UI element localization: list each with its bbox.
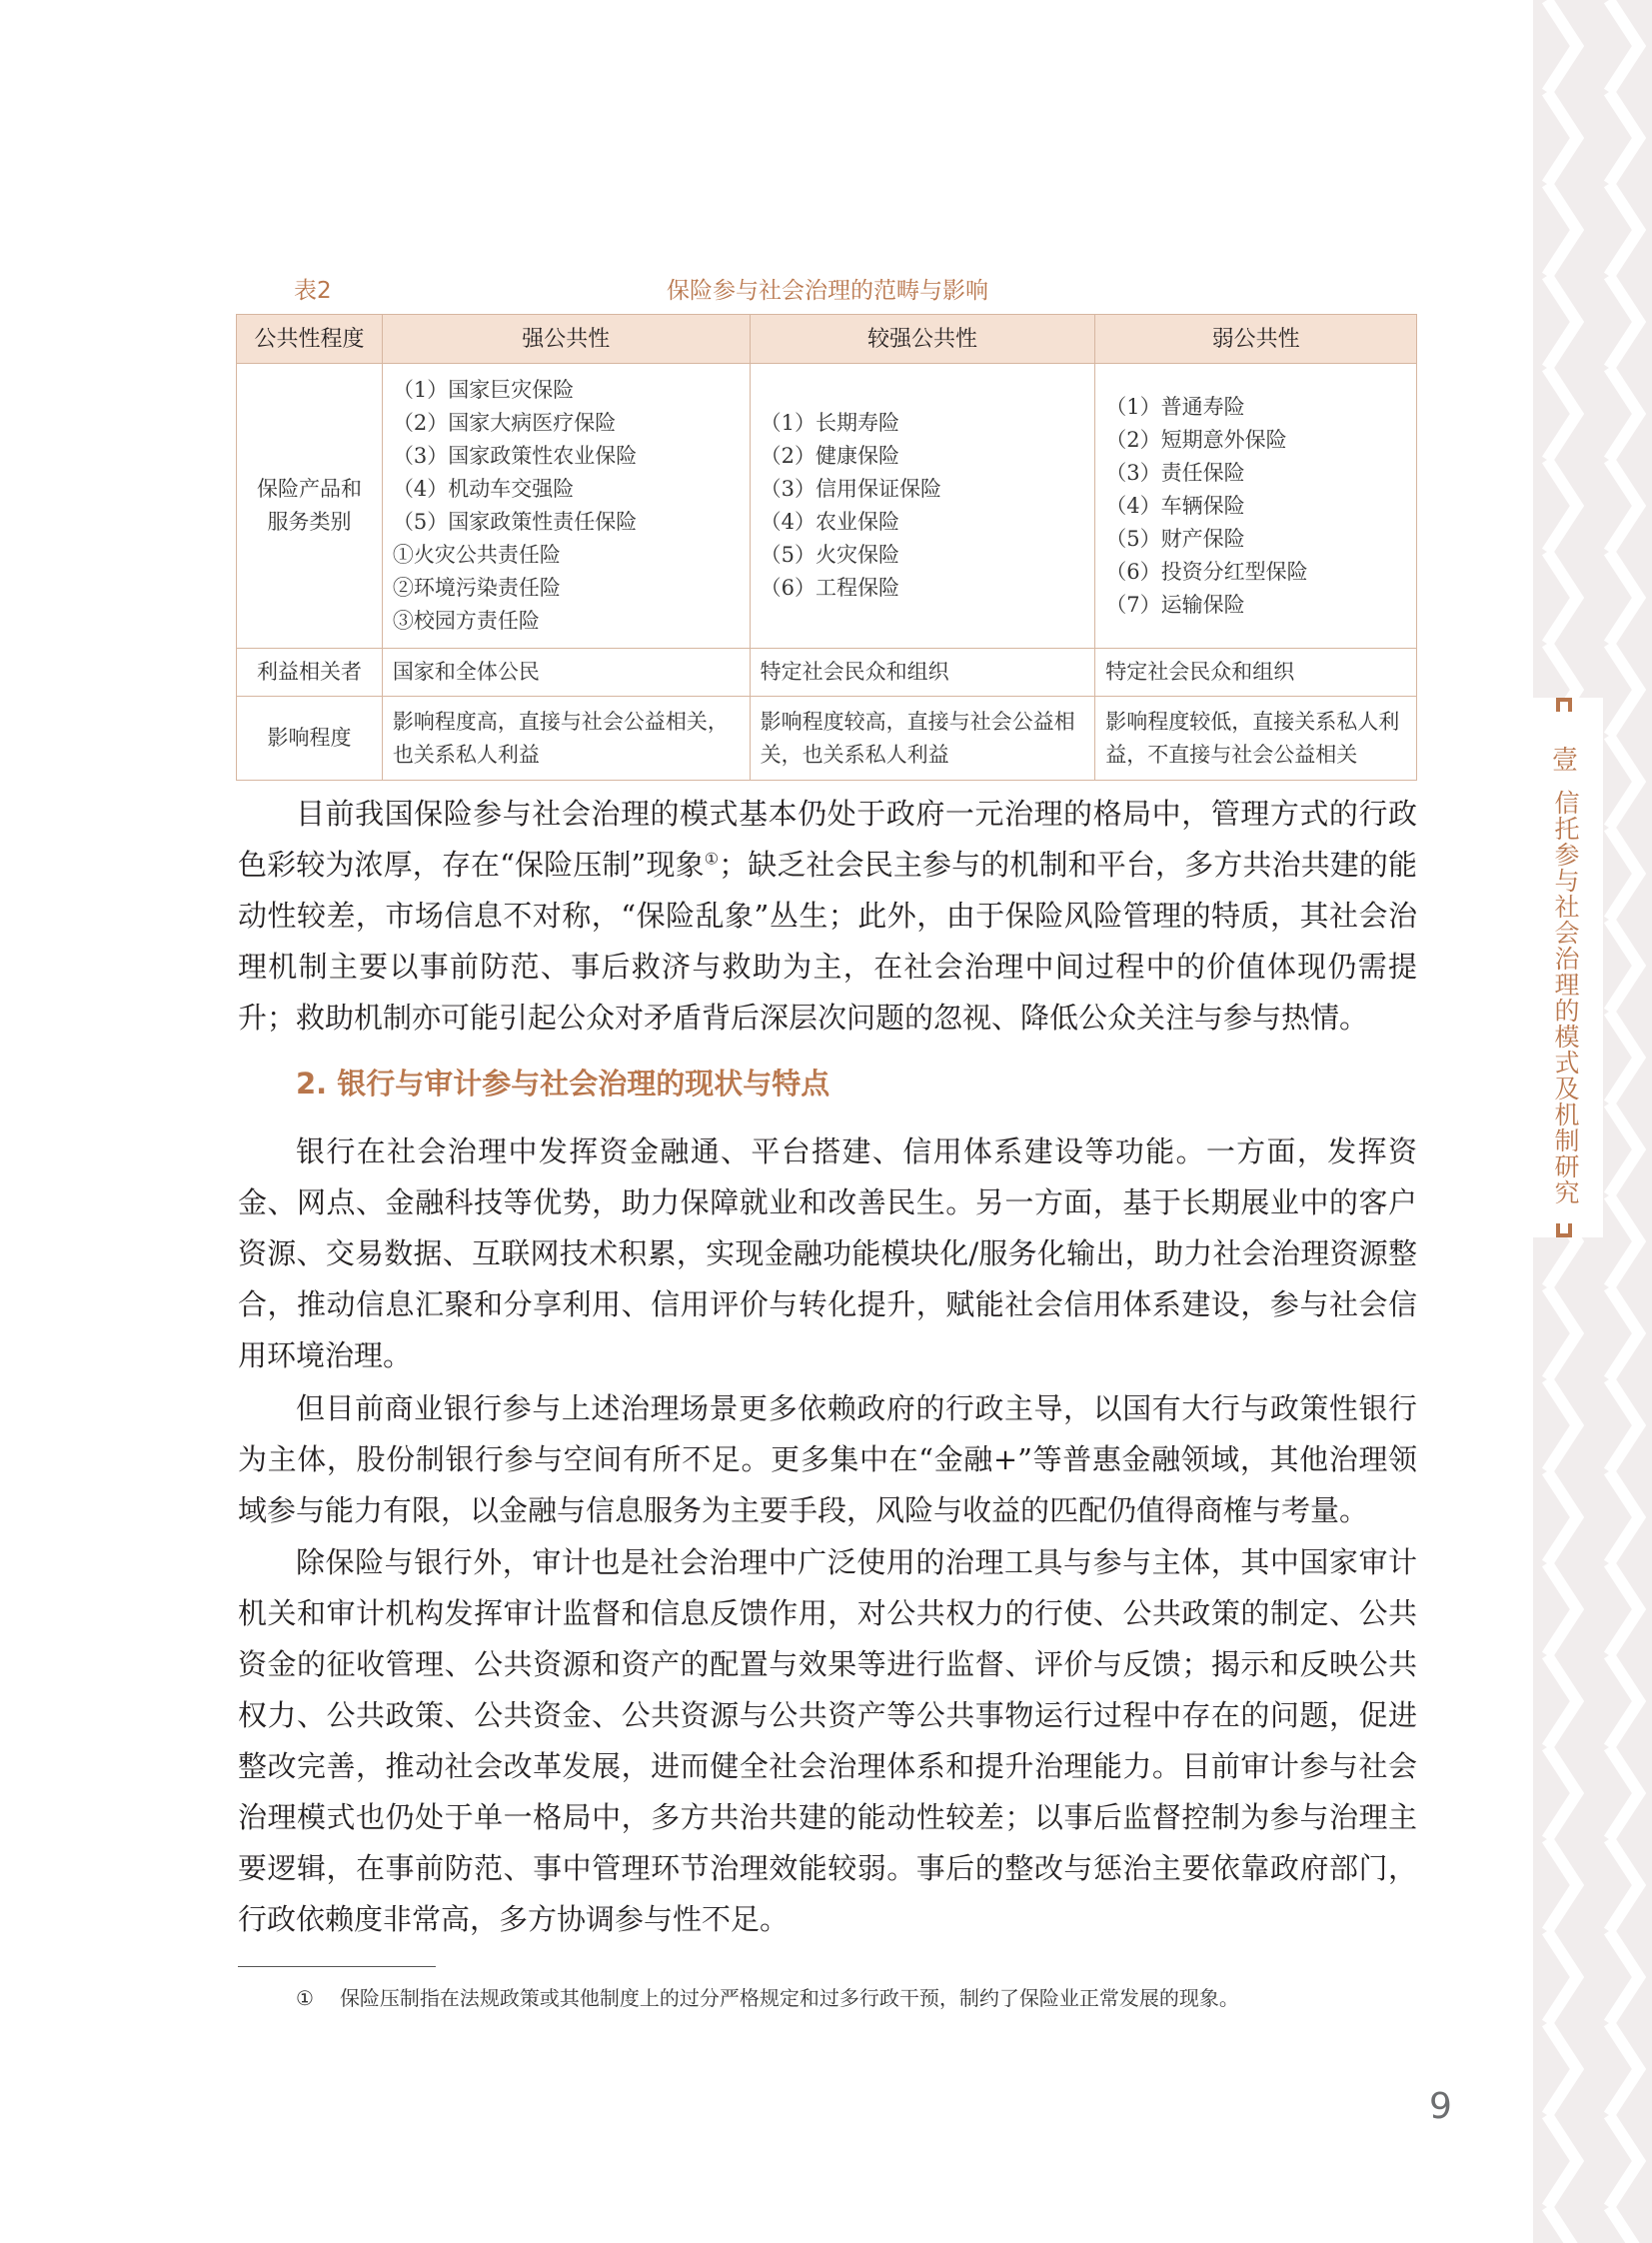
table-row-impact xyxy=(237,697,1417,781)
medium-stakeholders-cell: 特定社会民众和组织 xyxy=(750,649,1095,697)
table-title: 保险参与社会治理的范畴与影响 xyxy=(667,278,988,304)
strong-products-cell xyxy=(382,364,750,649)
list-item: （1）国家巨灾保险 xyxy=(392,378,575,402)
list-item: （4）车辆保险 xyxy=(1105,493,1245,518)
chapter-side-tab xyxy=(1533,698,1603,1237)
table-header-row xyxy=(237,315,1417,364)
list-item: （1）普通寿险 xyxy=(1105,394,1245,419)
header-cell: 较强公共性 xyxy=(750,315,1095,364)
strong-stakeholders-cell: 国家和全体公民 xyxy=(382,649,750,697)
footnote-text: 保险压制指在法规政策或其他制度上的过分严格规定和过多行政干预，制约了保险业正常发展的现象。 xyxy=(339,1986,1239,2010)
list-item: （4）农业保险 xyxy=(760,510,900,534)
footnote-ref[interactable]: ① xyxy=(704,849,720,869)
footnote xyxy=(296,1982,1239,2011)
footnote-mark: ① xyxy=(296,1986,314,2010)
list-item: ②环境污染责任险 xyxy=(392,576,561,600)
row-label-text: 保险产品和服务类别 xyxy=(256,477,362,534)
list-item: （2）短期意外保险 xyxy=(1105,427,1287,452)
list-item: （2）健康保险 xyxy=(760,444,900,468)
chapter-title: 信托参与社会治理的模式及机制研究 xyxy=(1551,790,1580,1205)
list-item: （3）国家政策性农业保险 xyxy=(392,444,638,468)
list-item: （6）工程保险 xyxy=(760,576,900,600)
paragraph-bank-functions: 银行在社会治理中发挥资金融通、平台搭建、信用体系建设等功能。一方面，发挥资金、网点、金融科技等优势，助力保障就业和改善民生。另一方面，基于长期展业中的客户资源、交易数据、互联网技术积累，实现金融功能模块化/服务化输出，助力社会治理资源整合，推动信息汇聚和分享利用、信用评价与转化提升，赋能社会信用体系建设，参与社会信用环境治理。 xyxy=(238,1134,1417,1372)
table-label: 表2 xyxy=(294,278,332,304)
footnote-divider xyxy=(238,1966,436,1967)
header-cell: 强公共性 xyxy=(382,315,750,364)
row-label xyxy=(237,364,383,649)
table-row-products xyxy=(237,364,1417,649)
list-item: ③校园方责任险 xyxy=(392,609,540,633)
paragraph-audit: 除保险与银行外，审计也是社会治理中广泛使用的治理工具与参与主体，其中国家审计机关和审计机构发挥审计监督和信息反馈作用，对公共权力的行使、公共政策的制定、公共资金的征收管理、公共资源和资产的配置与效果等进行监督、评价与反馈；揭示和反映公共权力、公共政策、公共资金、公共资源与公共资产等公共事物运行过程中存在的问题，促进整改完善，推动社会改革发展，进而健全社会治理体系和提升治理能力。目前审计参与社会治理模式也仍处于单一格局中，多方共治共建的能动性较差；以事后监督控制为参与治理主要逻辑，在事前防范、事中管理环节治理效能较弱。事后的整改与惩治主要依靠政府部门，行政依赖度非常高，多方协调参与性不足。 xyxy=(238,1545,1417,1936)
header-cell: 公共性程度 xyxy=(237,315,383,364)
chapter-number: 壹 xyxy=(1551,746,1578,776)
bracket-top xyxy=(1556,698,1572,712)
list-item: （2）国家大病医疗保险 xyxy=(392,411,617,435)
list-item: （3）责任保险 xyxy=(1105,460,1245,485)
weak-stakeholders-cell: 特定社会民众和组织 xyxy=(1095,649,1417,697)
row-label: 影响程度 xyxy=(237,697,383,781)
section-heading: 2. 银行与审计参与社会治理的现状与特点 xyxy=(296,1067,830,1101)
header-cell: 弱公共性 xyxy=(1095,315,1417,364)
list-item: （6）投资分红型保险 xyxy=(1105,559,1308,584)
list-item: （1）长期寿险 xyxy=(760,411,900,435)
weak-impact-cell: 影响程度较低，直接关系私人利益，不直接与社会公益相关 xyxy=(1095,697,1417,781)
insurance-scope-table xyxy=(236,314,1417,781)
list-item: （5）火灾保险 xyxy=(760,543,900,567)
strong-impact-cell: 影响程度高，直接与社会公益相关，也关系私人利益 xyxy=(382,697,750,781)
weak-products-cell xyxy=(1095,364,1417,649)
table-caption xyxy=(238,272,1417,308)
list-item: ①火灾公共责任险 xyxy=(392,543,561,567)
list-item: （5）国家政策性责任保险 xyxy=(392,510,638,534)
bracket-bottom xyxy=(1556,1223,1572,1237)
paragraph-text: 目前我国保险参与社会治理的模式基本仍处于政府一元治理的格局中，管理方式的行政色彩较为浓厚，存在“保险压制”现象 xyxy=(238,797,1417,882)
list-item: （4）机动车交强险 xyxy=(392,477,575,501)
paragraph-insurance-status xyxy=(238,789,1417,1044)
paragraph-bank-limits: 但目前商业银行参与上述治理场景更多依赖政府的行政主导，以国有大行与政策性银行为主体，股份制银行参与空间有所不足。更多集中在“金融+”等普惠金融领域，其他治理领域参与能力有限，以金融与信息服务为主要手段，风险与收益的匹配仍值得商榷与考量。 xyxy=(238,1391,1417,1527)
medium-impact-cell: 影响程度较高，直接与社会公益相关，也关系私人利益 xyxy=(750,697,1095,781)
paragraph-text: ；缺乏社会民主参与的机制和平台，多方共治共建的能动性较差，市场信息不对称，“保险乱象”丛生；此外，由于保险风险管理的特质，其社会治理机制主要以事前防范、事后救济与救助为主，在社会治理中间过程中的价值体现仍需提升；救助机制亦可能引起公众对矛盾背后深层次问题的忽视、降低公众关注与参与热情。 xyxy=(238,848,1417,1035)
table-row-stakeholders xyxy=(237,649,1417,697)
medium-products-cell xyxy=(750,364,1095,649)
list-item: （5）财产保险 xyxy=(1105,526,1245,551)
list-item: （7）运输保险 xyxy=(1105,592,1245,617)
row-label: 利益相关者 xyxy=(237,649,383,697)
list-item: （3）信用保证保险 xyxy=(760,477,942,501)
page-number: 9 xyxy=(1429,2086,1452,2127)
